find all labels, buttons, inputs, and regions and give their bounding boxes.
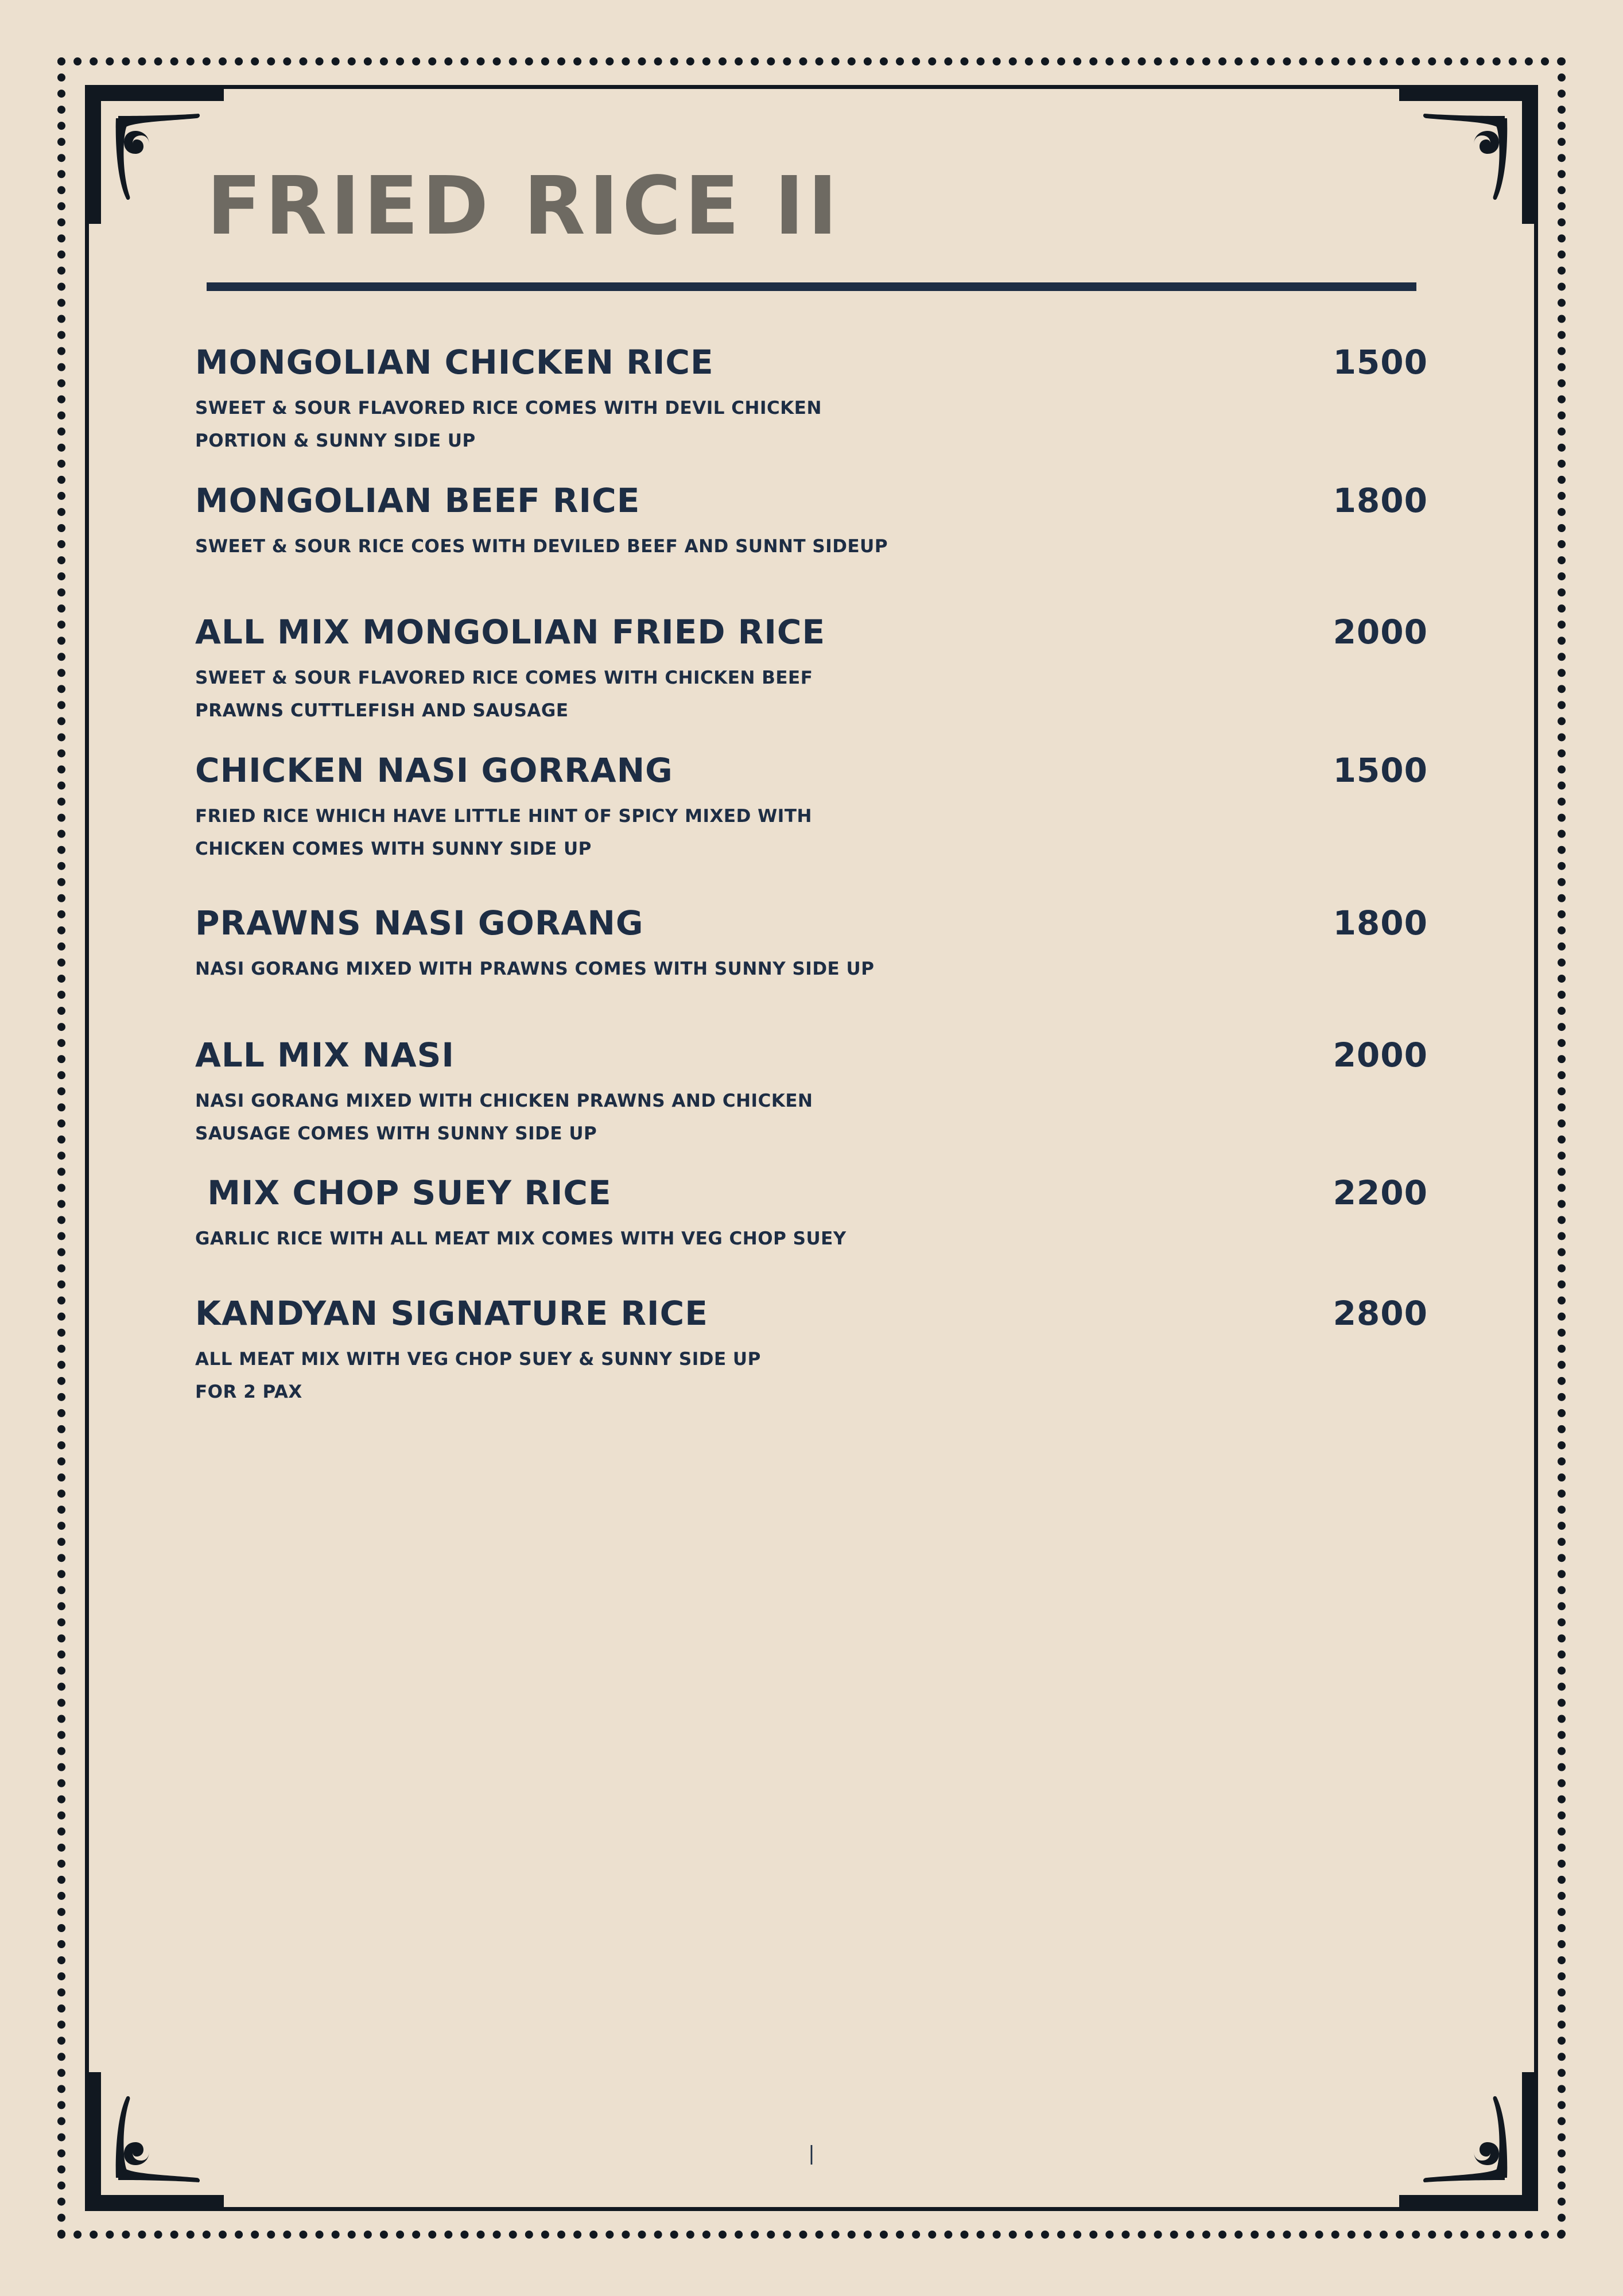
menu-item-price: 2000 [1333, 612, 1428, 652]
menu-item-name: CHICKEN NASI GORRANG [195, 750, 673, 790]
menu-item-description-line: CHICKEN COMES WITH SUNNY SIDE UP [195, 839, 592, 860]
menu-item-description [195, 392, 1113, 458]
menu-item-description [195, 1223, 1113, 1255]
menu-item [195, 343, 1428, 458]
menu-item-head [195, 751, 1428, 790]
menu-item-price: 2000 [1333, 1035, 1428, 1075]
menu-item-price: 1500 [1333, 750, 1428, 790]
menu-item-price: 2800 [1333, 1293, 1428, 1333]
menu-item-price: 1800 [1333, 480, 1428, 520]
page-marker: | [808, 2142, 815, 2165]
menu-item-description-line: SWEET & SOUR FLAVORED RICE COMES WITH CHICKEN BEEF [195, 668, 813, 689]
page-title: FRIED RICE II [207, 160, 841, 253]
menu-item-price: 1500 [1333, 343, 1428, 382]
title-divider [207, 282, 1416, 291]
menu-item-description-line: PRAWNS CUTTLEFISH AND SAUSAGE [195, 700, 569, 722]
menu-item-head [195, 903, 1428, 943]
menu-item-head [195, 481, 1428, 520]
menu-item-head [195, 1294, 1428, 1333]
menu-item-head [195, 612, 1428, 651]
menu-item-description [195, 662, 1113, 728]
menu-item [195, 481, 1428, 563]
menu-item-name: MONGOLIAN BEEF RICE [195, 480, 640, 520]
menu-item-description [195, 953, 1113, 986]
menu-item-description-line: FRIED RICE WHICH HAVE LITTLE HINT OF SPICY MIXED WITH [195, 805, 812, 827]
menu-item-description-line: GARLIC RICE WITH ALL MEAT MIX COMES WITH VEG CHOP SUEY [195, 1228, 847, 1250]
menu-item-description-line: FOR 2 PAX [195, 1382, 302, 1403]
menu-item [195, 1035, 1428, 1151]
menu-item-description-line: SWEET & SOUR RICE COES WITH DEVILED BEEF AND SUNNT SIDEUP [195, 536, 888, 557]
menu-item [195, 751, 1428, 866]
menu-item-description-line: NASI GORANG MIXED WITH CHICKEN PRAWNS AND CHICKEN [195, 1090, 813, 1111]
menu-item [195, 1173, 1428, 1255]
menu-item-head [195, 343, 1428, 382]
menu-item-price: 2200 [1333, 1173, 1428, 1213]
menu-item-head [195, 1173, 1428, 1212]
menu-item-description [195, 1085, 1113, 1151]
menu-item-name: MIX CHOP SUEY RICE [195, 1173, 612, 1213]
menu-item-name: PRAWNS NASI GORANG [195, 903, 644, 943]
menu-item-name: ALL MIX NASI [195, 1035, 455, 1075]
menu-item-head [195, 1035, 1428, 1075]
menu-item-description [195, 530, 1113, 563]
menu-item-name: KANDYAN SIGNATURE RICE [195, 1293, 708, 1333]
menu-item [195, 903, 1428, 986]
menu-item [195, 612, 1428, 728]
menu-item-description [195, 1343, 1113, 1409]
menu-item-description-line: SAUSAGE COMES WITH SUNNY SIDE UP [195, 1123, 597, 1145]
menu-item-description-line: PORTION & SUNNY SIDE UP [195, 430, 476, 452]
menu-content [195, 160, 1428, 2181]
menu-item-price: 1800 [1333, 903, 1428, 943]
menu-item [195, 1294, 1428, 1409]
menu-item-description-line: NASI GORANG MIXED WITH PRAWNS COMES WITH SUNNY SIDE UP [195, 959, 875, 980]
menu-item-name: ALL MIX MONGOLIAN FRIED RICE [195, 612, 826, 652]
menu-item-description-line: ALL MEAT MIX WITH VEG CHOP SUEY & SUNNY SIDE UP [195, 1348, 761, 1370]
menu-item-description-line: SWEET & SOUR FLAVORED RICE COMES WITH DEVIL CHICKEN [195, 398, 822, 418]
menu-item-description [195, 800, 1113, 866]
menu-item-name: MONGOLIAN CHICKEN RICE [195, 343, 714, 382]
